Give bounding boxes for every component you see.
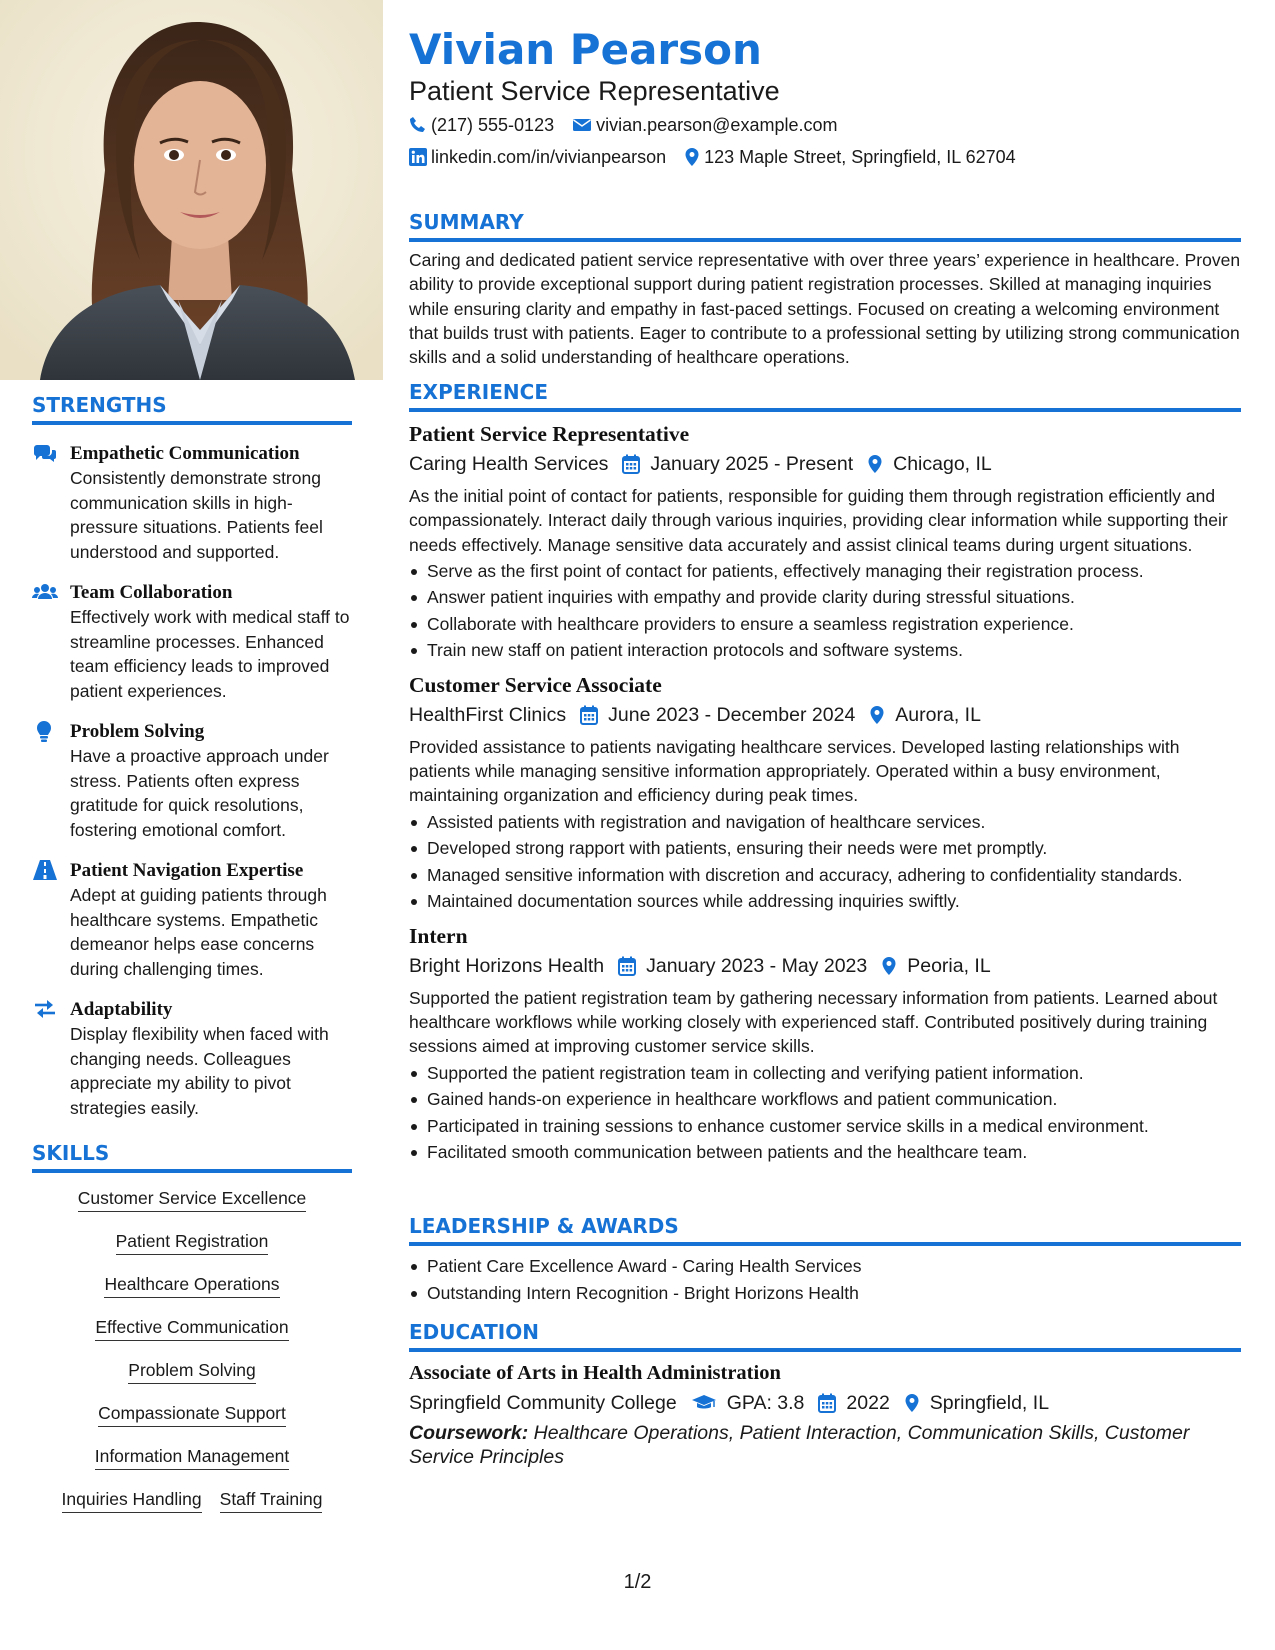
skill-tag: Inquiries Handling (62, 1488, 202, 1513)
job-description: As the initial point of contact for patients, responsible for guiding them through registration efficiently and compassionately. Interact daily through various inquiries, providing clear information while supporting their needs effectively. Manage sensitive data accurately and assist clinical teams during urgent situations. (409, 486, 1228, 555)
job-dates: January 2025 - Present (650, 453, 854, 475)
candidate-role: Patient Service Representative (409, 76, 780, 106)
skill-tag: Patient Registration (116, 1230, 269, 1255)
list-item: Outstanding Intern Recognition - Bright Horizons Health (409, 1281, 1241, 1306)
job-bullets (409, 559, 1241, 663)
strength-desc: Effectively work with medical staff to streamline processes. Enhanced team efficiency leads to improved patient experiences. (70, 607, 350, 701)
list-item: Collaborate with healthcare providers to ensure a seamless registration experience. (409, 612, 1241, 637)
gpa-text: GPA: 3.8 (726, 1392, 805, 1414)
job-bullets (409, 1061, 1241, 1165)
job-location: Chicago, IL (893, 453, 992, 475)
map-pin-icon (867, 454, 883, 474)
list-item: Train new staff on patient interaction protocols and software systems. (409, 638, 1241, 663)
job-company: HealthFirst Clinics (409, 703, 567, 726)
calendar-icon (618, 956, 636, 976)
strength-desc: Consistently demonstrate strong communication skills in high-pressure situations. Patients feel understood and supported. (70, 468, 323, 562)
list-item: Facilitated smooth communication between patients and the healthcare team. (409, 1140, 1241, 1165)
list-item: Assisted patients with registration and navigation of healthcare services. (409, 810, 1241, 835)
job-title: Intern (409, 923, 468, 948)
awards-section (409, 1213, 1241, 1307)
job-entry (409, 922, 1241, 1165)
job-dates: January 2023 - May 2023 (646, 954, 868, 977)
list-item: Serve as the first point of contact for patients, effectively managing their registration process. (409, 559, 1241, 584)
strength-title: Patient Navigation Expertise (70, 860, 304, 881)
summary-section (409, 209, 1241, 369)
strength-title: Empathetic Communication (70, 443, 300, 464)
skills-section (32, 1140, 352, 1531)
job-company: Caring Health Services (409, 453, 609, 475)
map-pin-icon (869, 705, 885, 725)
coursework-list: Healthcare Operations, Patient Interaction, Communication Skills, Customer Service Principles (409, 1422, 1190, 1468)
summary-text: Caring and dedicated patient service representative with over three years’ experience in healthcare. Proven ability to provide exceptional support during patient registration processes. Skilled at managing inquiries while ensuring clarity and empathy in fast-paced settings. Focused on creating a welcoming environment that builds trust with patients. Eager to contribute to a professional setting by utilizing strong communication skills and a solid understanding of healthcare operations. (409, 250, 1241, 368)
list-item: Gained hands-on experience in healthcare workflows and patient communication. (409, 1087, 1241, 1112)
list-item: Developed strong rapport with patients, ensuring their needs were met promptly. (409, 836, 1241, 861)
map-pin-icon (684, 147, 700, 167)
job-meta (409, 450, 1241, 478)
graduation-year: 2022 (846, 1392, 890, 1414)
strength-item (32, 719, 352, 842)
education-section (409, 1319, 1241, 1469)
awards-heading: LEADERSHIP & AWARDS (409, 1213, 1241, 1246)
skill-tag: Information Management (95, 1445, 290, 1470)
skill-tag: Staff Training (220, 1488, 323, 1513)
strengths-heading: STRENGTHS (32, 392, 352, 425)
strength-desc: Have a proactive approach under stress. Patients often express gratitude for quick resolutions, fostering emotional comfort. (70, 746, 329, 840)
job-location: Aurora, IL (895, 703, 981, 726)
strengths-section (32, 392, 352, 1120)
profile-photo (0, 0, 383, 380)
skill-tag: Customer Service Excellence (78, 1187, 307, 1212)
calendar-icon (622, 454, 640, 474)
job-description: Supported the patient registration team by gathering necessary information from patients. Learned about healthcare workflows while working closely with experienced staff. Contributed positively during training sessions aimed at improving customer service skills. (409, 987, 1218, 1057)
calendar-icon (818, 1393, 836, 1413)
job-entry (409, 671, 1241, 914)
education-meta (409, 1389, 1241, 1417)
map-pin-icon (904, 1393, 920, 1413)
phone-icon (409, 116, 427, 134)
contact-row-2 (409, 145, 1034, 169)
address-text: 123 Maple Street, Springfield, IL 62704 (704, 147, 1016, 167)
job-dates: June 2023 - December 2024 (608, 703, 856, 726)
strength-desc: Display flexibility when faced with changing needs. Colleagues appreciate my ability to pivot strategies easily. (70, 1024, 329, 1118)
strength-item (32, 858, 352, 981)
map-pin-icon (881, 956, 897, 976)
strength-title: Problem Solving (70, 721, 205, 742)
experience-heading: EXPERIENCE (409, 379, 1241, 412)
calendar-icon (580, 705, 598, 725)
candidate-name: Vivian Pearson (409, 25, 762, 74)
linkedin-link[interactable]: linkedin.com/in/vivianpearson (431, 147, 667, 167)
list-item: Managed sensitive information with discretion and accuracy, adhering to confidentiality standards. (409, 863, 1241, 888)
strength-item (32, 997, 352, 1120)
list-item: Supported the patient registration team in collecting and verifying patient information. (409, 1061, 1241, 1086)
list-item: Patient Care Excellence Award - Caring Health Services (409, 1254, 1241, 1279)
awards-list (409, 1254, 1241, 1305)
skills-heading: SKILLS (32, 1140, 352, 1173)
strength-item (32, 441, 352, 564)
summary-heading: SUMMARY (409, 209, 1241, 242)
page-number: 1/2 (623, 1571, 652, 1593)
strength-item (32, 580, 352, 703)
job-meta (409, 701, 1241, 729)
comments-icon (32, 442, 58, 464)
job-company: Bright Horizons Health (409, 954, 605, 977)
coursework-label: Coursework: (409, 1422, 529, 1444)
education-heading: EDUCATION (409, 1319, 1241, 1352)
lightbulb-icon (32, 720, 58, 742)
users-icon (32, 581, 58, 603)
degree-title: Associate of Arts in Health Administration (409, 1362, 781, 1384)
skill-tag: Healthcare Operations (104, 1273, 279, 1298)
job-title: Customer Service Associate (409, 672, 662, 697)
left-column (0, 0, 383, 1650)
job-entry (409, 420, 1241, 663)
exchange-icon (32, 998, 58, 1020)
road-icon (32, 859, 58, 881)
list-item: Answer patient inquiries with empathy and provide clarity during stressful situations. (409, 585, 1241, 610)
job-meta (409, 952, 1241, 980)
coursework (409, 1421, 1241, 1469)
linkedin-icon (409, 148, 427, 166)
strength-title: Team Collaboration (70, 582, 233, 603)
job-title: Patient Service Representative (409, 422, 690, 446)
strength-title: Adaptability (70, 999, 173, 1020)
experience-section (409, 379, 1241, 1167)
job-location: Peoria, IL (907, 954, 991, 977)
skill-tag: Compassionate Support (98, 1402, 286, 1427)
graduation-cap-icon (691, 1394, 717, 1412)
school-name: Springfield Community College (409, 1392, 677, 1414)
list-item: Participated in training sessions to enhance customer service skills in a medical environment. (409, 1114, 1241, 1139)
skill-tag: Problem Solving (128, 1359, 255, 1384)
envelope-icon (572, 117, 592, 133)
skill-tag: Effective Communication (95, 1316, 288, 1341)
list-item: Maintained documentation sources while addressing inquiries swiftly. (409, 889, 1241, 914)
job-description: Provided assistance to patients navigating healthcare services. Developed lasting relationships with patients while managing sensitive information appropriately. Operated within a busy environment, maintaining organization and efficiency during peak times. (409, 736, 1180, 806)
job-bullets (409, 810, 1241, 914)
phone-text[interactable]: (217) 555-0123 (431, 115, 555, 135)
school-location: Springfield, IL (929, 1392, 1050, 1414)
email-link[interactable]: vivian.pearson@example.com (596, 115, 838, 135)
strength-desc: Adept at guiding patients through healthcare systems. Empathetic demeanor helps ease concerns during challenging times. (70, 885, 327, 979)
skills-list (32, 1187, 352, 1513)
contact-row-1 (409, 113, 855, 137)
